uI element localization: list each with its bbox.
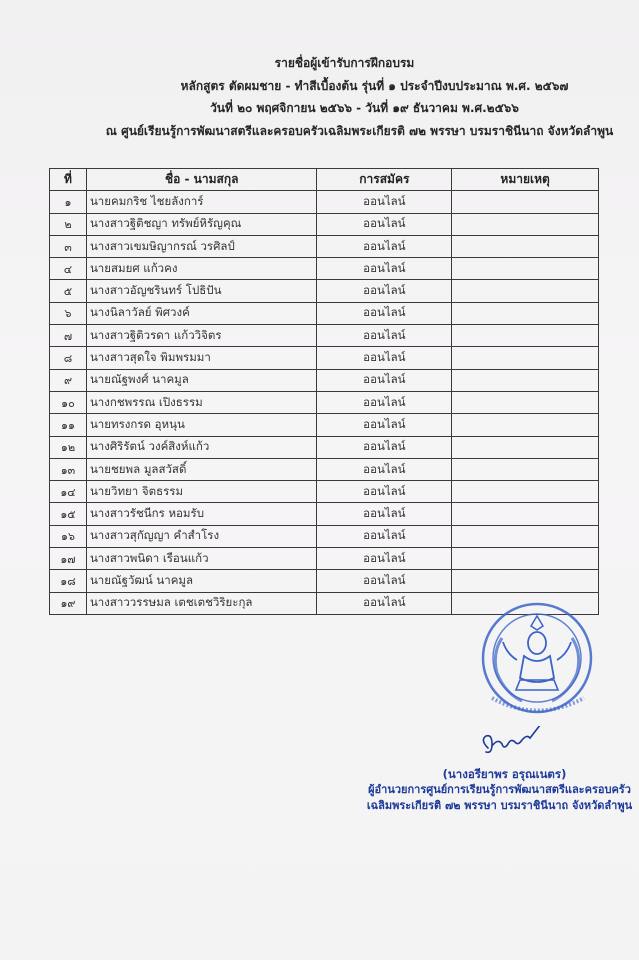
cell-note <box>452 458 599 480</box>
cell-number: ๑๔ <box>50 481 87 503</box>
cell-name: นางศิริรัตน์ วงค์สิงห์แก้ว <box>86 436 317 458</box>
cell-name: นางสาวสุกัญญา คำสำโรง <box>86 525 317 547</box>
cell-registration: ออนไลน์ <box>317 258 452 280</box>
cell-number: ๑๕ <box>50 503 87 525</box>
cell-registration: ออนไลน์ <box>317 481 452 503</box>
column-header-registration: การสมัคร <box>317 169 452 191</box>
column-header-name: ชื่อ - นามสกุล <box>86 169 317 191</box>
cell-registration: ออนไลน์ <box>317 570 452 592</box>
cell-name: นางกชพรรณ เปิงธรรม <box>86 391 317 413</box>
cell-number: ๓ <box>50 235 87 257</box>
table-row <box>50 347 599 369</box>
cell-registration: ออนไลน์ <box>317 280 452 302</box>
table-body <box>50 191 599 615</box>
cell-number: ๘ <box>50 347 87 369</box>
cell-registration: ออนไลน์ <box>317 191 452 213</box>
table-row <box>50 481 599 503</box>
table-row <box>50 325 599 347</box>
official-seal-icon <box>462 598 612 716</box>
table-row <box>50 191 599 213</box>
cell-note <box>452 548 599 570</box>
cell-note <box>452 436 599 458</box>
cell-registration: ออนไลน์ <box>317 391 452 413</box>
cell-number: ๑๑ <box>50 414 87 436</box>
cell-note <box>452 213 599 235</box>
cell-name: นางสาวเขมษิญากรณ์ วรศิลป์ <box>86 235 317 257</box>
cell-name: นางสาวฐิติชญา ทรัพย์หิรัญคุณ <box>86 213 317 235</box>
cell-note <box>452 481 599 503</box>
cell-name: นายคมกริช ไชยลังการ์ <box>86 191 317 213</box>
table-row <box>50 391 599 413</box>
cell-note <box>452 369 599 391</box>
table-row <box>50 213 599 235</box>
table-row <box>50 548 599 570</box>
cell-registration: ออนไลน์ <box>317 592 452 614</box>
cell-note <box>452 391 599 413</box>
column-header-no: ที่ <box>50 169 87 191</box>
signatory-block <box>360 766 639 814</box>
table-header-row <box>50 169 599 191</box>
table-row <box>50 302 599 324</box>
cell-number: ๑๖ <box>50 525 87 547</box>
cell-registration: ออนไลน์ <box>317 436 452 458</box>
cell-name: นายทรงกรด อุหนุน <box>86 414 317 436</box>
cell-note <box>452 503 599 525</box>
cell-registration: ออนไลน์ <box>317 369 452 391</box>
participant-table <box>49 168 599 615</box>
cell-registration: ออนไลน์ <box>317 302 452 324</box>
table-row <box>50 414 599 436</box>
cell-note <box>452 414 599 436</box>
cell-name: นางสาวสุดใจ พิมพรมมา <box>86 347 317 369</box>
cell-note <box>452 570 599 592</box>
venue-line: ณ ศูนย์เรียนรู้การพัฒนาสตรีและครอบครัวเฉลิมพระเกียรติ ๗๒ พรรษา บรมราชินีนาถ จังหวัดลำพูน <box>105 123 614 138</box>
cell-note <box>452 191 599 213</box>
document-header <box>0 52 639 142</box>
cell-registration: ออนไลน์ <box>317 325 452 347</box>
table-row <box>50 570 599 592</box>
cell-number: ๑๐ <box>50 391 87 413</box>
cell-name: นางนิลาวัลย์ พิศวงค์ <box>86 302 317 324</box>
document-title: รายชื่อผู้เข้ารับการฝึกอบรม <box>274 56 415 70</box>
dates-line: วันที่ ๒๐ พฤศจิกายน ๒๕๖๖ - วันที่ ๑๙ ธันวาคม พ.ศ.๒๕๖๖ <box>210 101 519 115</box>
cell-number: ๑๙ <box>50 592 87 614</box>
cell-registration: ออนไลน์ <box>317 213 452 235</box>
cell-note <box>452 325 599 347</box>
cell-name: นางสาวรัชนีกร หอมรับ <box>86 503 317 525</box>
cell-name: นางสาวฐิติวรดา แก้ววิจิตร <box>86 325 317 347</box>
handwritten-signature-icon <box>474 726 554 764</box>
cell-name: นายวิทยา จิตธรรม <box>86 481 317 503</box>
cell-number: ๖ <box>50 302 87 324</box>
cell-name: นายชยพล มูลสวัสดิ์ <box>86 458 317 480</box>
table-row <box>50 280 599 302</box>
cell-registration: ออนไลน์ <box>317 347 452 369</box>
cell-number: ๒ <box>50 213 87 235</box>
cell-number: ๑ <box>50 191 87 213</box>
cell-registration: ออนไลน์ <box>317 458 452 480</box>
cell-number: ๗ <box>50 325 87 347</box>
cell-note <box>452 525 599 547</box>
cell-registration: ออนไลน์ <box>317 414 452 436</box>
cell-name: นางสาวอัญชรินทร์ โปธิปัน <box>86 280 317 302</box>
cell-note <box>452 280 599 302</box>
table-row <box>50 235 599 257</box>
cell-number: ๙ <box>50 369 87 391</box>
cell-number: ๑๒ <box>50 436 87 458</box>
cell-registration: ออนไลน์ <box>317 525 452 547</box>
cell-name: นางสาวพนิดา เรือนแก้ว <box>86 548 317 570</box>
table-row <box>50 458 599 480</box>
table-row <box>50 525 599 547</box>
table-row <box>50 258 599 280</box>
cell-number: ๔ <box>50 258 87 280</box>
column-header-note: หมายเหตุ <box>452 169 599 191</box>
cell-name: นายณัฐพงศ์ นาคมูล <box>86 369 317 391</box>
cell-registration: ออนไลน์ <box>317 548 452 570</box>
cell-number: ๑๓ <box>50 458 87 480</box>
cell-registration: ออนไลน์ <box>317 235 452 257</box>
cell-name: นายสมยศ แก้วคง <box>86 258 317 280</box>
table-row <box>50 436 599 458</box>
cell-note <box>452 235 599 257</box>
cell-number: ๑๘ <box>50 570 87 592</box>
cell-note <box>452 302 599 324</box>
course-line: หลักสูตร ตัดผมชาย - ทำสีเบื้องต้น รุ่นที่ ๑ ประจำปีงบประมาณ พ.ศ. ๒๕๖๗ <box>180 78 569 93</box>
cell-note <box>452 347 599 369</box>
cell-number: ๕ <box>50 280 87 302</box>
cell-name: นางสาววรรษมล เตชเตชวิริยะกุล <box>86 592 317 614</box>
cell-name: นายณัฐวัฒน์ นาคมูล <box>86 570 317 592</box>
cell-note <box>452 258 599 280</box>
table-row <box>50 369 599 391</box>
table-row <box>50 503 599 525</box>
signatory-name: (นางอรียาพร อรุณเนตร) <box>442 767 567 781</box>
signatory-position-line2: เฉลิมพระเกียรติ ๗๒ พรรษา บรมราชินีนาถ จังหวัดลำพูน <box>366 799 633 812</box>
cell-number: ๑๗ <box>50 548 87 570</box>
signatory-position-line1: ผู้อำนวยการศูนย์การเรียนรู้การพัฒนาสตรีและครอบครัว <box>368 783 631 796</box>
cell-registration: ออนไลน์ <box>317 503 452 525</box>
